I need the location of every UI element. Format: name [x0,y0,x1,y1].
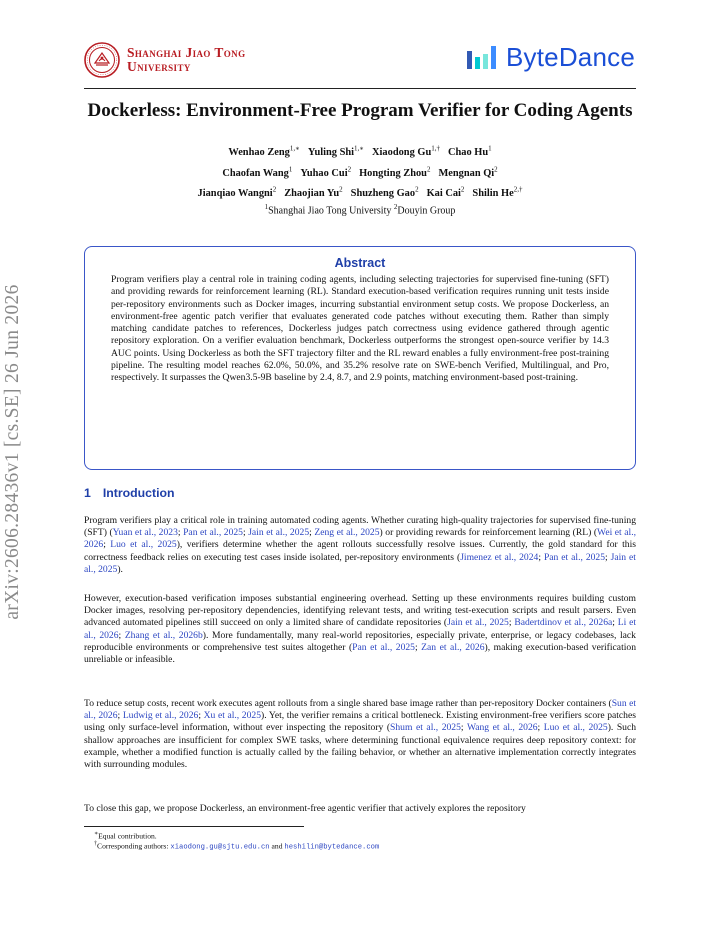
author-affiliation-marker: 2,† [513,185,523,194]
affiliation-2-marker: 2 [393,203,398,211]
footnote-2-marker: † [94,841,97,847]
author-affiliation-marker: 1 [288,165,293,174]
paragraph-text: ). More fundamentally, many real-world repositories, especially private, enterprise, or legacy codebases, lack reproducible environments or comprehensive test suites altogether ( [84,629,636,653]
affiliation-1: Shanghai Jiao Tong University [268,205,392,217]
author-name: Yuhao Cui$^2$ [300,165,352,179]
paragraph-text: ; [460,722,467,734]
paragraph-text: ). Yet, the verifier remains a critical bottleneck. Existing environment-free verifiers score patches using only surface-level information, without ever inspecting the repository ( [84,710,636,734]
author-name: Shilin $He^{2,\dagger}$ [472,185,523,200]
footnote-2 [94,839,379,853]
citation-link[interactable]: Xu et al., 2025 [203,710,261,722]
paragraph-text: ; [537,722,544,734]
citation-link[interactable]: Wei et al., 2026 [84,527,636,551]
author-name: Hongting Zhou$^2$ [359,165,431,179]
affiliations [60,203,660,216]
author-affiliation-marker: 1,† [431,145,440,153]
author-affiliation-marker: 2 [426,165,431,174]
citation-link[interactable]: Zan et al., 2026 [421,641,485,653]
citation-link[interactable]: Luo et al., 2025 [110,539,177,551]
paragraph-text: ), verifiers determine whether the agent rollouts successfully resolve issues. Currently, the gold standard for this correctness feedback relies on executing test cases inside isolated, per-repository environments ( [84,539,636,563]
paragraph-text: ; [538,551,544,563]
citation-link[interactable]: Shum et al., 2025 [390,722,461,734]
author-affiliation-marker: 2 [415,185,419,194]
sjtu-name-line2: University [127,59,191,74]
paragraph-text: ; [177,527,184,539]
author-row-3 [60,182,660,202]
citation-link[interactable]: Pan et al., 2025 [183,527,243,539]
paragraph-text: ), making execution-based verification unreliable or infeasible. [84,641,636,666]
citation-link[interactable]: Wang et al., 2026 [466,722,538,734]
author-name: Kai Cai$^2$ [426,185,465,200]
paragraph-text: ; [117,710,123,722]
citation-link[interactable]: Zeng et al., 2025 [314,527,380,539]
paragraph-text: To reduce setup costs, recent work executes agent rollouts from a single shared base image rather than per-repository Docker containers ( [84,698,612,709]
affiliation-1-marker: 1 [264,203,269,211]
author-affiliation-marker: 2 [494,165,498,174]
paragraph-text: ). Such shallow approaches are insufficient for complex SWE tasks, where determining functional equivalence requires deep repository context: for example, whether a modified function is actually called by the failing behavior, or whether an alternative implementation correctly integrates with surrounding modules. [84,722,637,771]
footnote-1-text: Equal contribution. [98,831,157,841]
citation-link[interactable]: Badertdinov et al., 2026a [514,617,613,629]
paragraph-text: ; [309,527,315,539]
paragraph-1 [84,515,636,576]
paragraph-3 [84,698,636,771]
author-name: Mengnan Qi$^2$ [438,165,498,179]
arxiv-stamp: arXiv:2606.28436v1 [cs.SE] 26 Jun 2026 [2,284,23,620]
author-row-1 [60,141,660,161]
bytedance-mark-icon [466,45,498,71]
author-row-2 [60,161,660,181]
footnote-rule [84,826,304,827]
author-name: Chao Hu$^1$ [447,145,492,159]
author-name: Zhaojian Yu$^2$ [284,185,343,200]
author-name: Wenhao Zeng$^{1,∗}$ [228,145,300,159]
citation-link[interactable]: Ludwig et al., 2026 [122,710,199,722]
header-rule [84,88,636,89]
author-name: Shuzheng Gao$^2$ [350,185,419,200]
footnote-2-and: and [269,841,285,851]
paragraph-text: ). [117,563,123,575]
author-name: Yuling Shi$^{1,∗}$ [307,145,365,159]
paragraph-text: ; [612,617,618,629]
sjtu-name-line1: Shanghai Jiao Tong [127,45,246,60]
citation-link[interactable]: Jain et al., 2025 [248,527,310,539]
paragraph-text: To close this gap, we propose Dockerless, an environment-free agentic verifier that actively explores the repository [84,803,526,814]
email-link-2[interactable]: heshilin@bytedance.com [284,843,380,852]
bytedance-logo [466,42,635,73]
section-title: Introduction [102,486,175,500]
author-affiliation-marker: 1,∗ [289,145,300,153]
sjtu-seal-icon [84,42,120,78]
footnote-2-label: Corresponding authors: [97,841,171,851]
author-affiliation-marker: 1,∗ [354,145,365,153]
abstract-text: Program verifiers play a central role in training coding agents, including selecting trajectories for supervised fine-tuning (SFT) and providing rewards for reinforcement learning (RL). Standard execution-based verification requires running unit tests inside per-repository environments such as Docker images, incurring substantial environment setup costs. We propose Dockerless, an environment-free agentic patch verifier that evaluates generated code patches without executing them. Rather than simply matching candidate patches to references, Dockerless judges patch correctness using evidence gathered through agentic repository exploration. On a verifier evaluation benchmark, Dockerless outperforms the strongest open-source verifier by 14.3 AUC points. Using Dockerless as both the SFT trajectory filter and the RL reward enables a fully environment-free post-training pipeline. The resulting model reaches 62.0%, 50.0%, and 35.2% resolve rate on SWE-bench Verified, Multilingual, and Pro, respectively. It surpasses the Qwen3.5-9B baseline by 2.4, 8.7, and 2.9 points, matching environment-based post-training. [111,274,609,384]
section-heading [84,486,175,500]
paragraph-text: Program verifiers play a critical role in training automated coding agents. Whether curating high-quality trajectories for supervised fine-tuning (SFT) ( [84,515,636,539]
author-name: Jianqiao Wangni$^2$ [197,185,277,200]
bytedance-name: ByteDance [506,42,635,72]
paragraph-4 [84,803,636,815]
author-name: Chaofan Wang$^1$ [222,165,293,179]
sjtu-logo [84,42,245,78]
paragraph-text: ; [118,629,125,641]
citation-link[interactable]: Jimenez et al., 2024 [460,551,539,563]
citation-link[interactable]: Jain et al., 2025 [447,617,509,629]
citation-link[interactable]: Pan et al., 2025 [352,641,415,653]
author-affiliation-marker: 2 [460,185,465,194]
citation-link[interactable]: Pan et al., 2025 [543,551,606,563]
paragraph-text: ) or providing rewards for reinforcement learning (RL) ( [379,527,598,539]
footnote-1-marker: ∗ [94,831,99,837]
author-affiliation-marker: 1 [488,145,492,153]
sjtu-name [127,46,245,74]
citation-link[interactable]: Yuan et al., 2023 [112,527,178,539]
paper-title: Dockerless: Environment-Free Program Verifier for Coding Agents [87,100,633,121]
paragraph-text: ; [605,551,611,563]
paragraph-text: ; [414,641,422,653]
author-name: Xiaodong $Gu^{1,\dagger}$ [372,145,440,159]
citation-link[interactable]: Zhang et al., 2026b [124,629,203,641]
section-number: 1 [84,486,91,500]
author-affiliation-marker: 2 [347,165,352,174]
author-affiliation-marker: 2 [339,185,343,194]
author-list [60,141,660,202]
citation-link[interactable]: Jain et al., 2025 [84,551,636,575]
paragraph-text: ; [508,617,515,629]
citation-link[interactable]: Sun et al., 2026 [84,698,636,722]
citation-link[interactable]: Luo et al., 2025 [543,722,608,734]
paragraph-text: However, execution-based verification imposes substantial engineering overhead. Setting up these environments requires building custom Docker images, resolving per-repository dependencies, identifying relevant tests, and writing test-execution scripts and result parsers. Even advanced automated pipelines still succeed on only a limited share of candidate repositories ( [84,593,636,629]
abstract-heading: Abstract [334,256,386,270]
paragraph-text: ; [242,527,249,539]
citation-link[interactable]: Li et al., 2026 [84,617,637,641]
paragraph-text: ; [198,710,204,722]
email-link-1[interactable]: xiaodong.gu@sjtu.edu.cn [170,843,270,852]
paragraph-text: ; [103,539,111,551]
paragraph-2 [84,593,636,666]
affiliation-2: Douyin Group [397,205,456,217]
author-affiliation-marker: 2 [272,185,277,194]
